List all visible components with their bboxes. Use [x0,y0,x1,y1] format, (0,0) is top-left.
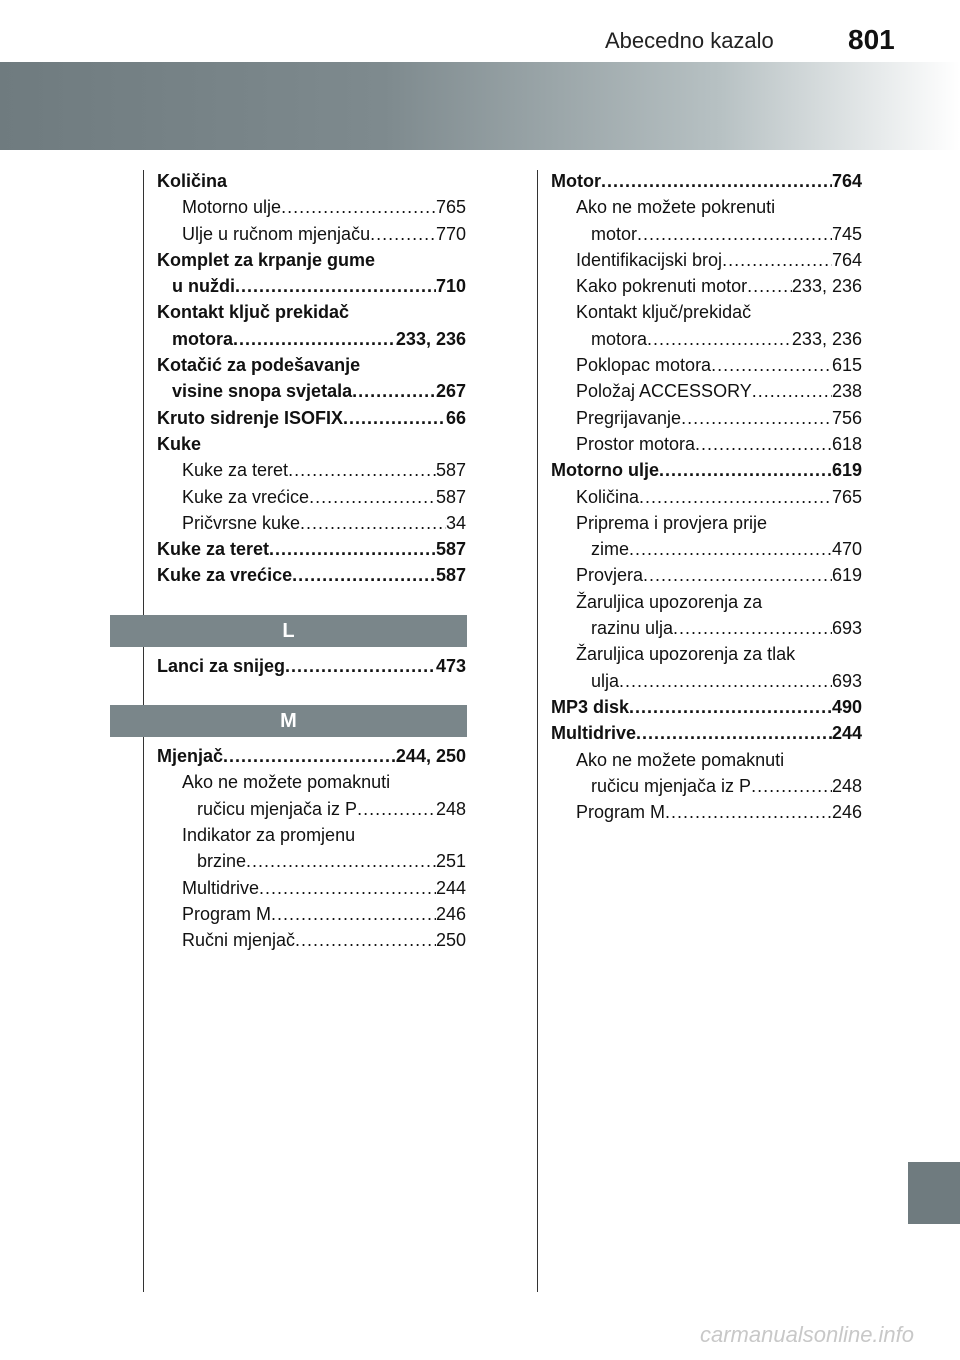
index-term: ulja [591,670,620,691]
column-divider-right [537,170,538,1292]
index-entry [157,927,466,953]
index-entry [157,901,466,927]
index-page-ref: 765 [435,197,466,218]
leader-dots [711,352,832,378]
index-page-ref: 756 [831,407,862,428]
index-page-ref: 619 [831,565,862,586]
leader-dots [223,743,396,769]
index-entry [551,326,862,352]
index-entry [551,694,862,720]
leader-dots [639,484,832,510]
index-entry [157,536,466,562]
index-page-ref: 233, 236 [791,328,862,349]
index-term: Ručni mjenjač [182,930,296,951]
index-page-ref: 587 [435,460,466,481]
leader-dots [246,848,436,874]
section-letter-m: M [110,705,467,737]
index-entry: Ako ne možete pomaknuti [576,749,785,770]
index-entry [551,221,862,247]
index-term: Multidrive [551,723,637,744]
leader-dots [752,378,832,404]
index-entry [157,457,466,483]
index-page-ref: 233, 236 [395,328,466,349]
index-term: Kuke za vrećice [182,486,310,507]
index-entry [157,653,466,679]
section-letter-l: L [110,615,467,647]
index-term: Pregrijavanje [576,407,682,428]
index-page-ref: 238 [831,381,862,402]
leader-dots [343,405,446,431]
index-page-ref: 710 [435,276,466,297]
leader-dots [295,927,436,953]
index-page-ref: 764 [831,171,862,191]
index-page-ref: 244 [435,877,466,898]
index-entry [551,378,862,404]
index-page-ref: 618 [831,433,862,454]
header-band [0,62,960,150]
index-entry [551,562,862,588]
index-entry: Žaruljica upozorenja za [576,591,763,612]
left-index-column [157,168,466,953]
index-page-ref: 765 [831,486,862,507]
index-entry [157,326,466,352]
index-entry: Ako ne možete pomaknuti [182,772,391,793]
index-entry: Kotačić za podešavanje [157,355,361,376]
index-page-ref: 587 [435,565,466,586]
leader-dots [681,405,832,431]
index-term: Količina [576,486,640,507]
watermark: carmanualsonline.info [700,1322,915,1347]
index-entry: Žaruljica upozorenja za tlak [576,644,796,665]
index-entry [551,352,862,378]
leader-dots [300,510,446,536]
index-term: Motor [551,171,601,191]
index-term: Kuke za vrećice [157,565,293,586]
index-entry [551,668,862,694]
leader-dots [747,273,792,299]
index-entry [157,510,466,536]
index-entry: Komplet za krpanje gume [157,249,376,270]
index-entry: Kuke [157,433,202,454]
index-entry [551,615,862,641]
index-term: Kruto sidrenje ISOFIX [157,407,344,428]
leader-dots [352,378,436,404]
leader-dots [269,536,436,562]
index-page-ref: 587 [435,539,466,560]
index-page-ref: 587 [435,486,466,507]
leader-dots [285,653,436,679]
index-term: Lanci za snijeg [157,655,286,676]
index-term: Multidrive [182,877,260,898]
leader-dots [235,273,436,299]
index-entry: Priprema i provjera prije [576,512,768,533]
leader-dots [673,615,832,641]
index-page-ref: 470 [831,539,862,560]
leader-dots [665,799,832,825]
index-term: Motorno ulje [551,460,659,481]
index-term: brzine [197,851,247,872]
chapter-tab [908,1162,960,1224]
leader-dots [601,168,832,194]
index-term: MP3 disk [551,696,630,717]
index-term: Ulje u ručnom mjenjaču [182,223,371,244]
index-entry [551,457,862,483]
page-number: 801 [848,24,895,55]
index-entry [157,875,466,901]
index-entry [157,405,466,431]
index-entry [157,796,466,822]
leader-dots [637,221,832,247]
index-term: Program M [576,802,666,823]
index-page-ref: 473 [435,655,466,676]
index-entry [551,247,862,273]
index-entry: Indikator za promjenu [182,824,356,845]
index-entry [551,773,862,799]
leader-dots [370,221,436,247]
index-page-ref: 267 [435,381,466,402]
index-term: ručicu mjenjača iz P [591,775,752,796]
index-entry [551,168,862,194]
index-page-ref: 251 [435,851,466,872]
index-page-ref: 619 [831,460,862,481]
index-page-ref: 244 [831,723,862,744]
leader-dots [722,247,832,273]
index-page-ref: 490 [831,696,862,717]
leader-dots [292,562,436,588]
index-entry: Količina [157,171,228,191]
index-page-ref: 745 [831,223,862,244]
leader-dots [288,457,436,483]
leader-dots [357,796,436,822]
index-entry [551,799,862,825]
index-entry [157,273,466,299]
leader-dots [281,194,436,220]
index-term: Provjera [576,565,644,586]
index-term: Poklopac motora [576,355,712,376]
index-page-ref: 233, 236 [791,276,862,297]
leader-dots [629,694,832,720]
leader-dots [309,484,436,510]
index-entry [157,221,466,247]
leader-dots [695,431,832,457]
index-entry [551,431,862,457]
index-entry [157,194,466,220]
leader-dots [643,562,832,588]
leader-dots [659,457,832,483]
index-entry [551,405,862,431]
index-page-ref: 66 [445,407,466,428]
index-entry [551,273,862,299]
index-entry [157,743,466,769]
index-term: Kuke za teret [182,460,289,481]
index-term: Položaj ACCESSORY [576,381,752,402]
index-page-ref: 246 [435,903,466,924]
leader-dots [751,773,832,799]
index-page-ref: 246 [831,802,862,823]
index-entry: Kontakt ključ prekidač [157,302,350,323]
index-term: motor [591,223,638,244]
header-title: Abecedno kazalo [605,28,774,53]
index-page-ref: 250 [435,930,466,951]
right-index-column [551,168,862,825]
leader-dots [647,326,792,352]
index-term: zime [591,539,630,560]
index-term: Program M [182,903,272,924]
index-entry [157,378,466,404]
index-entry: Kontakt ključ/prekidač [576,302,752,323]
index-page-ref: 34 [445,512,466,533]
index-entry [551,484,862,510]
index-page-ref: 693 [831,618,862,639]
index-page-ref: 244, 250 [395,746,466,767]
index-term: Motorno ulje [182,197,282,218]
index-term: motora [172,328,234,349]
leader-dots [629,536,832,562]
index-term: Kuke za teret [157,539,270,560]
index-term: u nuždi [172,276,235,297]
index-term: razinu ulja [591,618,674,639]
leader-dots [259,875,436,901]
leader-dots [619,668,832,694]
index-term: Kako pokrenuti motor [576,276,748,297]
index-entry: Ako ne možete pokrenuti [576,197,776,218]
index-term: ručicu mjenjača iz P [197,798,358,819]
index-entry [157,562,466,588]
index-entry [551,720,862,746]
index-entry [157,484,466,510]
index-term: Prostor motora [576,433,696,454]
index-page-ref: 693 [831,670,862,691]
index-entry [551,536,862,562]
index-page-ref: 248 [831,775,862,796]
index-page-ref: 770 [435,223,466,244]
index-term: visine snopa svjetala [172,381,353,402]
index-term: Mjenjač [157,746,224,767]
leader-dots [636,720,832,746]
leader-dots [271,901,436,927]
index-term: motora [591,328,648,349]
index-page-ref: 248 [435,798,466,819]
index-page-ref: 764 [831,249,862,270]
index-term: Identifikacijski broj [576,249,723,270]
index-term: Pričvrsne kuke [182,512,301,533]
index-entry [157,848,466,874]
leader-dots [233,326,396,352]
index-page-ref: 615 [831,355,862,376]
